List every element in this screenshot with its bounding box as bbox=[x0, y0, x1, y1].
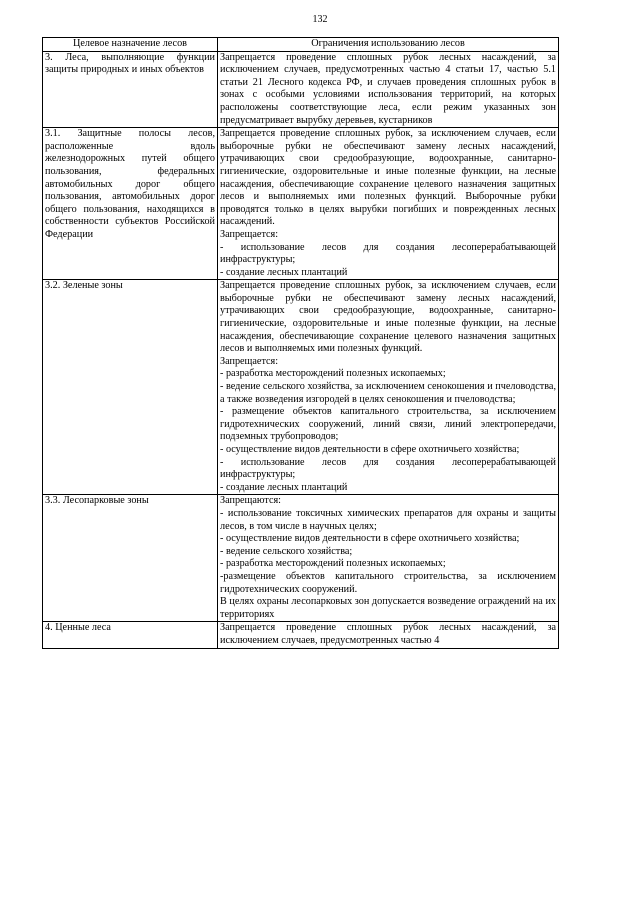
table-row bbox=[43, 128, 559, 280]
restriction-line: - разработка месторождений полезных ископаемых; bbox=[220, 558, 446, 570]
forest-restrictions-table bbox=[42, 37, 559, 649]
restriction-line: - использование токсичных химических препаратов для охраны и защиты лесов, в том числе в научных целях; bbox=[220, 507, 556, 532]
purpose-cell: 3.2. Зеленые зоны bbox=[43, 280, 218, 495]
restriction-line: - разработка месторождений полезных ископаемых; bbox=[220, 368, 446, 380]
restriction-line: - создание лесных плантаций bbox=[220, 266, 348, 278]
table-row bbox=[43, 280, 559, 495]
table-row bbox=[43, 495, 559, 622]
page-number: 132 bbox=[312, 14, 328, 25]
purpose-cell: 3.3. Лесопарковые зоны bbox=[43, 495, 218, 622]
restriction-line: -размещение объектов капитального строительства, за исключением гидротехнических сооружений. bbox=[220, 570, 556, 595]
restrictions-cell bbox=[218, 51, 559, 128]
restriction-line: Запрещаются: bbox=[220, 495, 282, 507]
restriction-line: - ведение сельского хозяйства; bbox=[220, 545, 353, 557]
restriction-line: Запрещается проведение сплошных рубок лесных насаждений, за исключением случаев, предусмотренных частью 4 статьи 17, частью 5.1 статьи 21 Лесного кодекса РФ, и случаев проведения сплошных рубок в зонах с особыми условиями использования территорий, на которых расположены соответствующие леса, если режим указанных зон предусматривает вырубку деревьев, кустарников bbox=[220, 51, 556, 126]
column-header-restrictions: Ограничения использованию лесов bbox=[218, 38, 559, 52]
purpose-cell: 3. Леса, выполняющие функции защиты природных и иных объектов bbox=[43, 51, 218, 128]
restriction-line: Запрещается: bbox=[220, 355, 279, 367]
column-header-purpose: Целевое назначение лесов bbox=[43, 38, 218, 52]
restriction-line: - ведение сельского хозяйства, за исключением сенокошения и пчеловодства, а также возведения изгородей в целях сенокошения и пчеловодства; bbox=[220, 381, 556, 405]
restriction-line: - осуществление видов деятельности в сфере охотничьего хозяйства; bbox=[220, 533, 520, 545]
restriction-line: В целях охраны лесопарковых зон допускается возведение ограждений на их территориях bbox=[220, 596, 556, 620]
restriction-line: Запрещается проведение сплошных рубок, за исключением случаев, если выборочные рубки не обеспечивают замену лесных насаждений, утрачивающих свои средообразующие, водоохранные, санитарно-гигиенические, оздоровительные и иные полезные функции, на лесные насаждения, обеспечивающие сохранение целевого назначения защитных лесов и выполняемых ими полезных функций. Выборочные рубки проводятся только в целях вырубки погибших и поврежденных лесных насаждений. bbox=[220, 128, 556, 228]
restriction-line: Запрещается проведение сплошных рубок лесных насаждений, за исключением случаев, предусмотренных частью 4 bbox=[220, 622, 556, 646]
restrictions-cell bbox=[218, 280, 559, 495]
restrictions-cell bbox=[218, 495, 559, 622]
purpose-cell: 4. Ценные леса bbox=[43, 622, 218, 648]
restriction-line: - создание лесных плантаций bbox=[220, 481, 348, 493]
purpose-cell: 3.1. Защитные полосы лесов, расположенные вдоль железнодорожных путей общего пользования, федеральных автомобильных дорог общего пользования, автомобильных дорог общего пользования, находящихся в собственности субъектов Российской Федерации bbox=[43, 128, 218, 280]
restriction-line: Запрещается: bbox=[220, 228, 279, 240]
table-row bbox=[43, 51, 559, 128]
table-header-row bbox=[43, 38, 559, 52]
restriction-line: - использование лесов для создания лесоперерабатывающей инфраструктуры; bbox=[220, 456, 556, 481]
restrictions-cell bbox=[218, 128, 559, 280]
restriction-line: - использование лесов для создания лесоперерабатывающей инфраструктуры; bbox=[220, 241, 556, 266]
restriction-line: - размещение объектов капитального строительства, за исключением гидротехнических сооружений, линий связи, линий электропередачи, подземных трубопроводов; bbox=[220, 406, 556, 443]
restriction-line: Запрещается проведение сплошных рубок, за исключением случаев, если выборочные рубки не обеспечивают замену лесных насаждений, утрачивающих свои средообразующие, водоохранные, санитарно-гигиенические, оздоровительные и иные полезные функции, на лесные насаждения, обеспечивающие сохранение целевого назначения защитных лесов и выполняемых ими полезных функций. bbox=[220, 280, 556, 355]
table-row bbox=[43, 622, 559, 648]
restriction-line: - осуществление видов деятельности в сфере охотничьего хозяйства; bbox=[220, 444, 520, 455]
restrictions-cell bbox=[218, 622, 559, 648]
